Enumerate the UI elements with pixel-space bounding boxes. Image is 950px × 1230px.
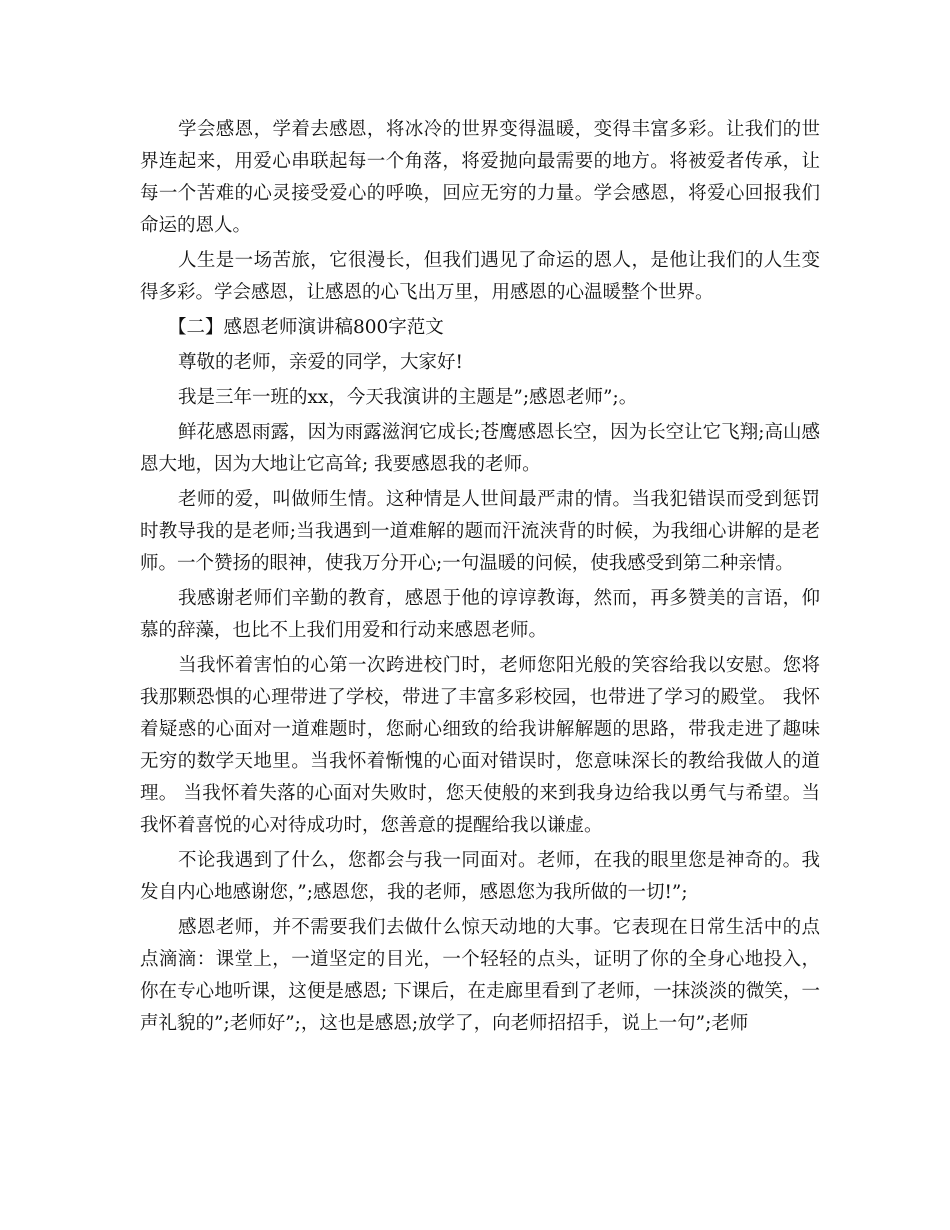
speech-greeting: 尊敬的老师，亲爱的同学，大家好!: [178, 352, 463, 373]
speech-paragraph: 鲜花感恩雨露，因为雨露滋润它成长;苍鹰感恩长空，因为长空让它飞翔;高山感恩大地，因为大地让它高耸; 我要感恩我的老师。: [140, 422, 820, 475]
speech-paragraph: 感恩老师，并不需要我们去做什么惊天动地的大事。它表现在日常生活中的点点滴滴：课堂上，一道坚定的目光，一个轻轻的点头，证明了你的全身心地投入，你在专心地听课，这便是感恩; 下课后，在走廊里看到了老师，一抹淡淡的微笑，一声礼貌的”;老师好”;，这也是感恩;放学了，向老师招招手，说上一句”;老师: [140, 917, 820, 1034]
document-page: [140, 114, 820, 1043]
paragraph-gratitude-world: 学会感恩，学着去感恩，将冰冷的世界变得温暖，变得丰富多彩。让我们的世界连起来，用爱心串联起每一个角落，将爱抛向最需要的地方。将被爱者传承，让每一个苦难的心灵接受爱心的呼唤，回应无穷的力量。学会感恩，将爱心回报我们命运的恩人。: [140, 119, 820, 236]
speech-paragraph: 当我怀着害怕的心第一次跨进校门时，老师您阳光般的笑容给我以安慰。您将我那颗恐惧的心理带进了学校，带进了丰富多彩校园，也带进了学习的殿堂。 我怀着疑惑的心面对一道难题时，您耐心细致的给我讲解解题的思路，带我走进了趣味无穷的数学天地里。当我怀着惭愧的心面对错误时，您意味深长的教给我做人的道理。 当我怀着失落的心面对失败时，您天使般的来到我身边给我以勇气与希望。当我怀着喜悦的心对待成功时，您善意的提醒给我以谦虚。: [140, 655, 820, 836]
paragraph-life-journey: 人生是一场苦旅，它很漫长，但我们遇见了命运的恩人，是他让我们的人生变得多彩。学会感恩，让感恩的心飞出万里，用感恩的心温暖整个世界。: [140, 250, 820, 303]
section-heading: 【二】感恩老师演讲稿800字范文: [168, 317, 444, 338]
speech-paragraph: 老师的爱，叫做师生情。这种情是人世间最严肃的情。当我犯错误而受到惩罚时教导我的是老师;当我遇到一道难解的题而汗流浃背的时候，为我细心讲解的是老师。一个赞扬的眼神，使我万分开心;一句温暖的问候，使我感受到第二种亲情。: [140, 489, 820, 574]
speech-paragraph: 我感谢老师们辛勤的教育，感恩于他的谆谆教诲，然而，再多赞美的言语，仰慕的辞藻，也比不上我们用爱和行动来感恩老师。: [140, 588, 820, 641]
speech-paragraph: 不论我遇到了什么，您都会与我一同面对。老师，在我的眼里您是神奇的。我发自内心地感谢您，”;感恩您，我的老师，感恩您为我所做的一切!”;: [140, 850, 820, 903]
speech-intro: 我是三年一班的xx，今天我演讲的主题是”;感恩老师”;。: [178, 387, 638, 408]
